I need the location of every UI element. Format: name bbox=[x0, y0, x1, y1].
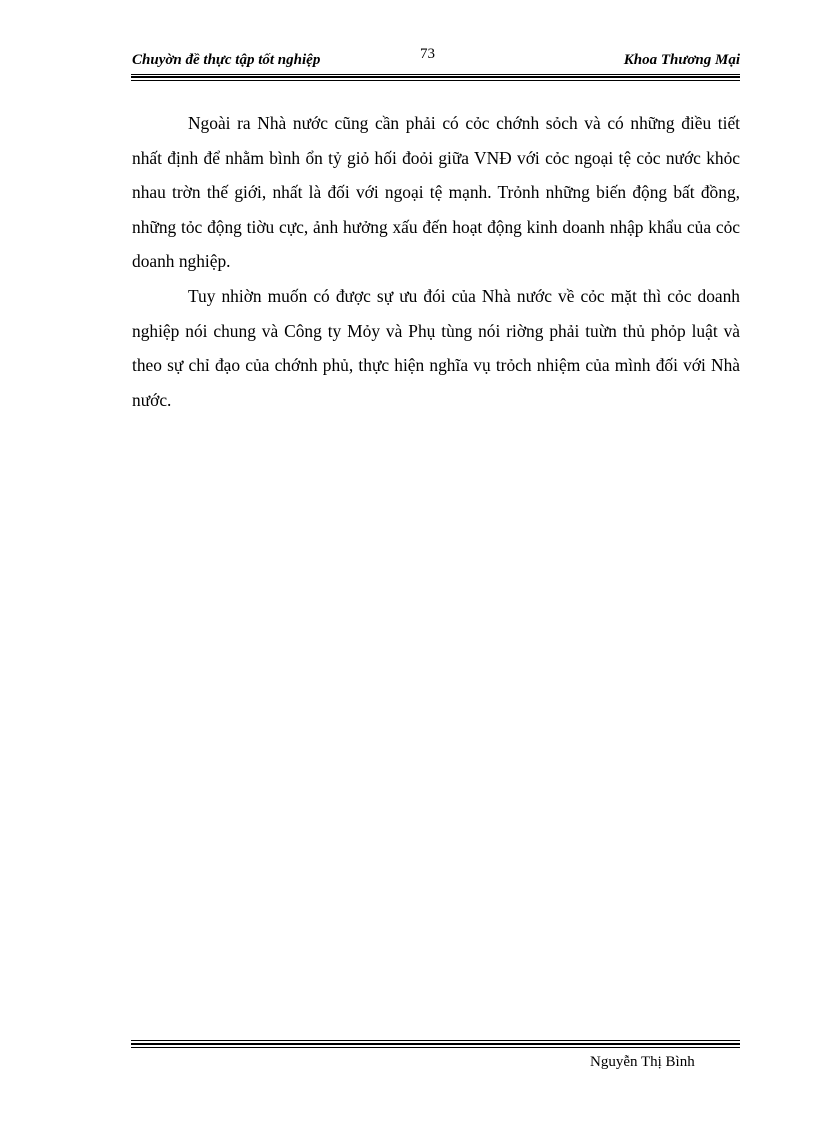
footer-author: Nguyễn Thị Bình bbox=[590, 1054, 695, 1070]
body-text bbox=[132, 106, 740, 417]
page-number: 73 bbox=[420, 46, 435, 62]
header-rule-thin bbox=[131, 74, 740, 75]
paragraph: Ngoài ra Nhà nước cũng cần phải có cỏc chớnh sỏch và có những điều tiết nhất định để nhằm bình ổn tỷ giỏ hối đoỏi giữa VNĐ với cỏc ngoại tệ cỏc nước khỏc nhau trờn thế giới, nhất là đối với ngoại tệ mạnh. Trỏnh những biến động bất đồng, những tỏc động tiờu cực, ảnh hưởng xấu đến hoạt động kinh doanh nhập khẩu của cỏc doanh nghiệp. bbox=[132, 113, 740, 272]
paragraph: Tuy nhiờn muốn có được sự ưu đói của Nhà nước về cỏc mặt thì cỏc doanh nghiệp nói chung và Công ty Mỏy và Phụ tùng nói riờng phải tuừn thủ phỏp luật và theo sự chỉ đạo của chớnh phủ, thực hiện nghĩa vụ trỏch nhiệm của mình đối với Nhà nước. bbox=[132, 285, 740, 410]
header-document-title: Chuyờn đề thực tập tốt nghiệp bbox=[132, 52, 321, 68]
header-department: Khoa Thương Mại bbox=[623, 52, 740, 68]
footer-rule-thick bbox=[131, 1043, 740, 1045]
header-rule-thick bbox=[131, 76, 740, 78]
footer-rule-thin-lower bbox=[131, 1047, 740, 1048]
footer-rule-thin bbox=[131, 1040, 740, 1041]
header-rule-thin-lower bbox=[131, 80, 740, 81]
